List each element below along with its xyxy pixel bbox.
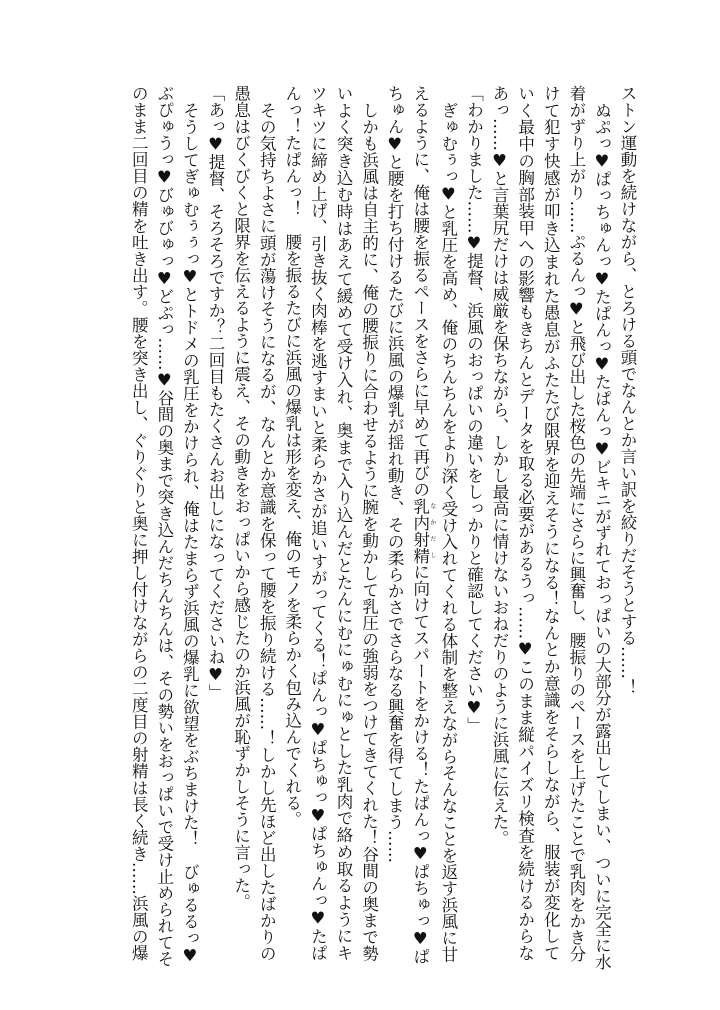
text-line: んっ！たぱんっ！ 腰を振るたびに浜風の爆乳は形を変え、俺のモノを柔らかく包み込んでくれる。: [282, 85, 302, 828]
text-line: ぬぷっ♥ぱっちゅんっ♥たぱんっ♥たぱんっ♥ビキニがずれておっぱいの大部分が露出してしまい、ついに完全に水: [592, 101, 612, 970]
text-segment: に向けてスパートをかける！たぱんっ♥ぱちゅっ♥ぱ: [410, 563, 430, 965]
text-line: [407, 85, 436, 965]
text-line: ストン運動を続けながら、とろける頭でなんとか言い訳を絞りだそうとする……！: [618, 85, 637, 696]
text-line: しかも浜風は自主的に、俺の腰振りに合わせるように腕を動かして乳圧の強弱をつけてきてくれた！谷間の奥まで勢: [359, 101, 379, 962]
text-line: ぎゅむぅっ♥と乳圧を高め、俺のちんちんをより深く受け入れてくれる体制を整えながらそんなことを返す浜風に甘: [438, 101, 458, 962]
text-line: のまま二回目の精を吐き出す。腰を突き出し、ぐりぐりと奥に押し付けながらの二度目の射精は長く続き……浜風の爆: [129, 85, 149, 962]
ruby-base: 乳内射精: [410, 497, 430, 564]
text-line: そうしてぎゅむぅぅっ♥とトドメの乳圧をかけられ、俺はたまらず浜風の爆乳に欲望をぶちまけた！ びゅるるっ♥: [180, 101, 200, 965]
text-line: ぶぴゅうっ♥びゅびゅっ♥どぷっ……♥谷間の奥まで突き込んだちんちんは、その勢いをおっぱいで受け止められてそ: [154, 85, 174, 967]
text-line: いく最中の胸部装甲への影響もきちんとデータを取る必要があるうっ……♥このまま縦パイズリ検査を続けるからな: [515, 85, 535, 961]
vertical-text-body: [128, 85, 640, 970]
text-line: 愚息はびくびくと限界を伝えるように震え、その動きをおっぱいから感じたのか浜風が恥ずかしそうに言った。: [231, 85, 251, 910]
ruby-annotation: [410, 497, 436, 564]
text-line: あっ……♥と言葉尻だけは威厳を保ちながら、しかし最高に情けないおねだりのように浜風に伝えた。: [490, 85, 510, 847]
dialogue-line: 「あっ♥提督、そろそろですか？二回目もたくさんお出しになってくださいね♥」: [206, 85, 225, 701]
text-segment: えるように、俺は腰を振るペースをさらに早めて再びの: [410, 85, 430, 498]
text-line: けて犯す快感が叩き込まれた愚息がふたたび限界を迎えそうになる！なんとか意識をそらしながら、服装が変化して: [541, 85, 561, 961]
ruby-reading: なかだし: [428, 497, 436, 564]
text-line: ツキツに締め上げ、引き抜く肉棒を逃すまいと柔らかさが追いすがってくる！ぱんっ♥ぱちゅっ♥ぱちゅんっ♥たぱ: [308, 85, 328, 961]
text-line: その気持ちよさに頭が蕩けそうになるが、なんとか意識を保って腰を振り続ける……！しかし先ほど出したばかりの: [257, 101, 277, 961]
text-line: ちゅん♥と腰を打ち付けるたびに浜風の爆乳が揺れ動き、その柔らかさでさらなる興奮を得てしまう……: [385, 85, 405, 863]
text-line: いよく突き込む時はあえて緩めて受け入れ、奥まで入り込んだとたんにむにゅむにゅとした乳肉で絡め取るようにキ: [333, 85, 353, 961]
dialogue-line: 「わかりました……♥提督、浜風のおっぱいの違いをしっかりと確認してください♥」: [464, 85, 484, 734]
text-line: 着がずり上がり……ぷるんっ♥と飛び出した桜色の先端にさらに興奮し、腰振りのペースを上げたことで乳肉をかき分: [566, 85, 586, 962]
